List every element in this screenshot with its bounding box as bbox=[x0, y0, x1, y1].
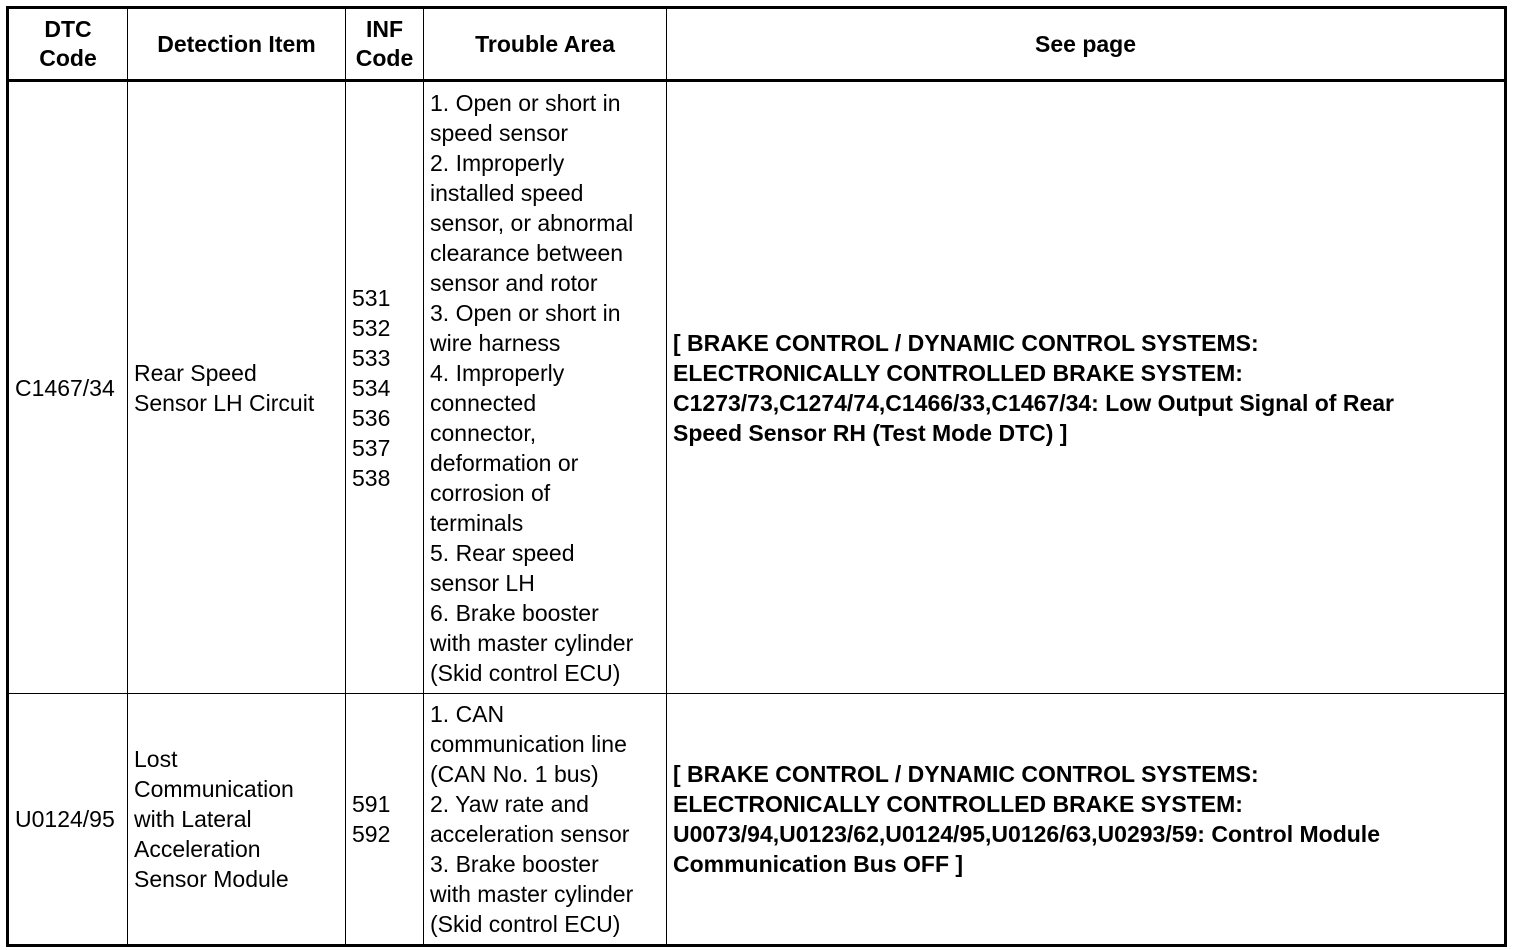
cell-text-line: 3. Open or short in bbox=[430, 299, 621, 326]
cell-text-line: deformation or bbox=[430, 449, 579, 476]
cell-text-line: 536 bbox=[352, 404, 391, 431]
dtc-code-cell: C1467/34 bbox=[8, 81, 128, 694]
cell-text-line: 531 bbox=[352, 284, 391, 311]
header-inf-code-line-1: INF bbox=[365, 16, 404, 42]
header-inf-code-line-2: Code bbox=[355, 45, 414, 71]
cell-text-line: corrosion of bbox=[430, 479, 551, 506]
dtc-table-sheet bbox=[6, 6, 1507, 944]
cell-text-line: Lost bbox=[134, 746, 178, 772]
cell-text-line: 3. Brake booster bbox=[430, 851, 599, 877]
table-row bbox=[8, 81, 1506, 694]
cell-text-line: communication line bbox=[430, 731, 627, 757]
cell-text-line: Communication Bus OFF ] bbox=[673, 851, 964, 877]
cell-text-line: wire harness bbox=[430, 329, 561, 356]
cell-text-line: 533 bbox=[352, 344, 391, 371]
cell-text-line: U0073/94,U0123/62,U0124/95,U0126/63,U0293/59: Control Module bbox=[673, 821, 1380, 847]
cell-text-line: terminals bbox=[430, 509, 524, 536]
cell-text-line: 538 bbox=[352, 464, 391, 491]
cell-text-line: Sensor LH Circuit bbox=[134, 389, 315, 416]
see-page-link[interactable] bbox=[667, 81, 1506, 694]
cell-text-line: sensor and rotor bbox=[430, 269, 598, 296]
header-detection-item: Detection Item bbox=[128, 8, 346, 81]
cell-text-line: with master cylinder bbox=[430, 629, 634, 656]
cell-text-line: [ BRAKE CONTROL / DYNAMIC CONTROL SYSTEMS: bbox=[673, 761, 1259, 787]
cell-text-line: 2. Improperly bbox=[430, 149, 565, 176]
header-inf-code bbox=[346, 8, 424, 81]
header-dtc-code-line-2: Code bbox=[39, 45, 97, 71]
cell-text-line: Speed Sensor RH (Test Mode DTC) ] bbox=[673, 419, 1068, 446]
cell-text-line: sensor, or abnormal bbox=[430, 209, 634, 236]
cell-text-line: C1273/73,C1274/74,C1466/33,C1467/34: Low Output Signal of Rear bbox=[673, 389, 1394, 416]
cell-text-line: 592 bbox=[352, 821, 391, 847]
cell-text-line: [ BRAKE CONTROL / DYNAMIC CONTROL SYSTEMS: bbox=[673, 329, 1259, 356]
cell-text-line: Rear Speed bbox=[134, 359, 257, 386]
cell-text-line: 2. Yaw rate and bbox=[430, 791, 589, 817]
cell-text-line: with Lateral bbox=[134, 806, 252, 832]
cell-text-line: 532 bbox=[352, 314, 391, 341]
trouble-area-cell bbox=[424, 81, 667, 694]
cell-text-line: Sensor Module bbox=[134, 866, 289, 892]
cell-text-line: Communication bbox=[134, 776, 294, 802]
detection-item-cell bbox=[128, 694, 346, 946]
cell-text-line: (Skid control ECU) bbox=[430, 911, 621, 937]
cell-text-line: speed sensor bbox=[430, 119, 569, 146]
cell-text-line: with master cylinder bbox=[430, 881, 634, 907]
cell-text-line: (CAN No. 1 bus) bbox=[430, 761, 599, 787]
cell-text-line: connected bbox=[430, 389, 537, 416]
cell-text-line: installed speed bbox=[430, 179, 584, 206]
cell-text-line: ELECTRONICALLY CONTROLLED BRAKE SYSTEM: bbox=[673, 791, 1243, 817]
trouble-area-cell bbox=[424, 694, 667, 946]
cell-text-line: 1. CAN bbox=[430, 701, 505, 727]
cell-text-line: clearance between bbox=[430, 239, 624, 266]
detection-item-cell bbox=[128, 81, 346, 694]
cell-text-line: acceleration sensor bbox=[430, 821, 630, 847]
cell-text-line: 6. Brake booster bbox=[430, 599, 599, 626]
inf-code-cell bbox=[346, 81, 424, 694]
header-dtc-code-line-1: DTC bbox=[44, 16, 92, 42]
header-see-page: See page bbox=[667, 8, 1506, 81]
cell-text-line: (Skid control ECU) bbox=[430, 659, 621, 686]
cell-text-line: Acceleration bbox=[134, 836, 261, 862]
cell-text-line: connector, bbox=[430, 419, 537, 446]
cell-text-line: 4. Improperly bbox=[430, 359, 565, 386]
see-page-link[interactable] bbox=[667, 694, 1506, 946]
cell-text-line: 537 bbox=[352, 434, 391, 461]
dtc-table bbox=[6, 6, 1507, 947]
header-trouble-area: Trouble Area bbox=[424, 8, 667, 81]
cell-text-line: 534 bbox=[352, 374, 391, 401]
cell-text-line: 1. Open or short in bbox=[430, 89, 621, 116]
cell-text-line: 5. Rear speed bbox=[430, 539, 575, 566]
header-dtc-code bbox=[8, 8, 128, 81]
inf-code-cell bbox=[346, 694, 424, 946]
cell-text-line: 591 bbox=[352, 791, 391, 817]
cell-text-line: ELECTRONICALLY CONTROLLED BRAKE SYSTEM: bbox=[673, 359, 1243, 386]
dtc-code-cell: U0124/95 bbox=[8, 694, 128, 946]
table-row bbox=[8, 694, 1506, 946]
table-header-row bbox=[8, 8, 1506, 81]
cell-text-line: sensor LH bbox=[430, 569, 535, 596]
